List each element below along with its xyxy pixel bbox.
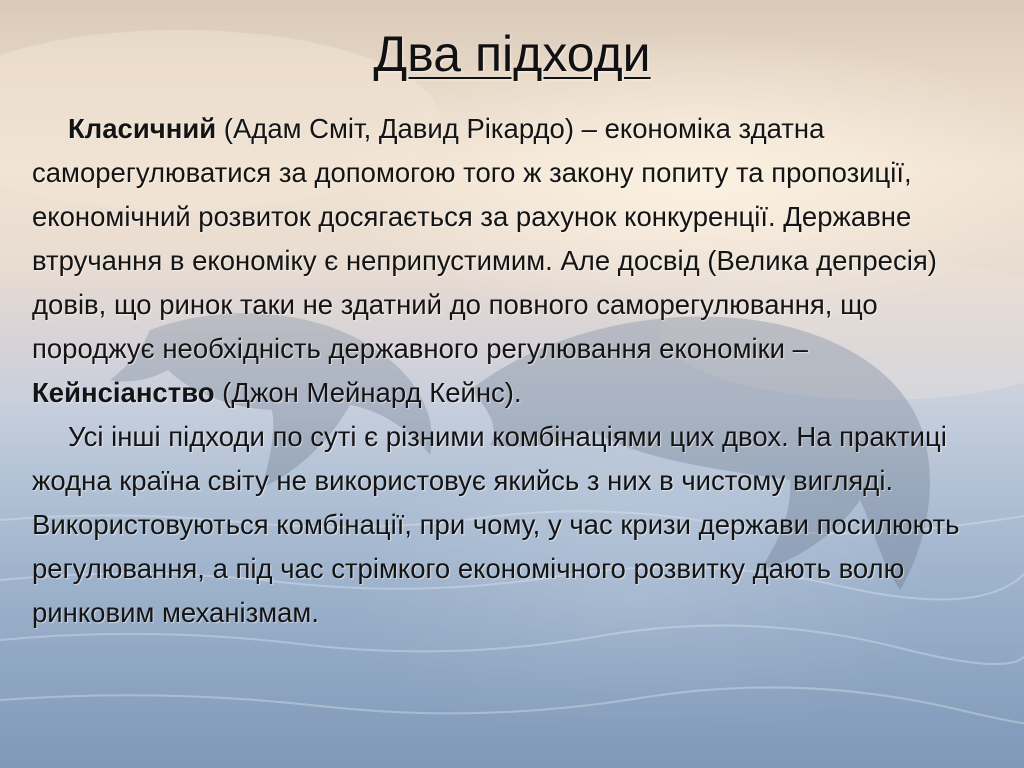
paragraph-classical [32, 107, 988, 415]
paragraph-classical-text: (Адам Сміт, Давид Рікардо) – економіка здатна саморегулюватися за допомогою того ж закону попиту та пропозиції, економічний розвиток досягається за рахунок конкуренції. Державне втручання в економіку є неприпустимим. Але досвід (Велика депресія) довів, що ринок таки не здатний до повного саморегулювання, що породжує необхідність державного регулювання економіки – [32, 113, 937, 364]
slide-title: Два підходи [373, 26, 651, 82]
paragraph-keynes-text: (Джон Мейнард Кейнс). [214, 377, 522, 408]
paragraph-combinations: Усі інші підходи по суті є різними комбінаціями цих двох. На практиці жодна країна світу не використовує якийсь з них в чистому вигляді. Використовуються комбінації, при чому, у час кризи держави посилюють регулювання, а під час стрімкого економічного розвитку дають волю ринковим механізмам. [32, 421, 960, 628]
term-keynesianism: Кейнсіанство [32, 377, 215, 408]
term-classical: Класичний [68, 113, 217, 144]
slide-body [32, 107, 988, 635]
